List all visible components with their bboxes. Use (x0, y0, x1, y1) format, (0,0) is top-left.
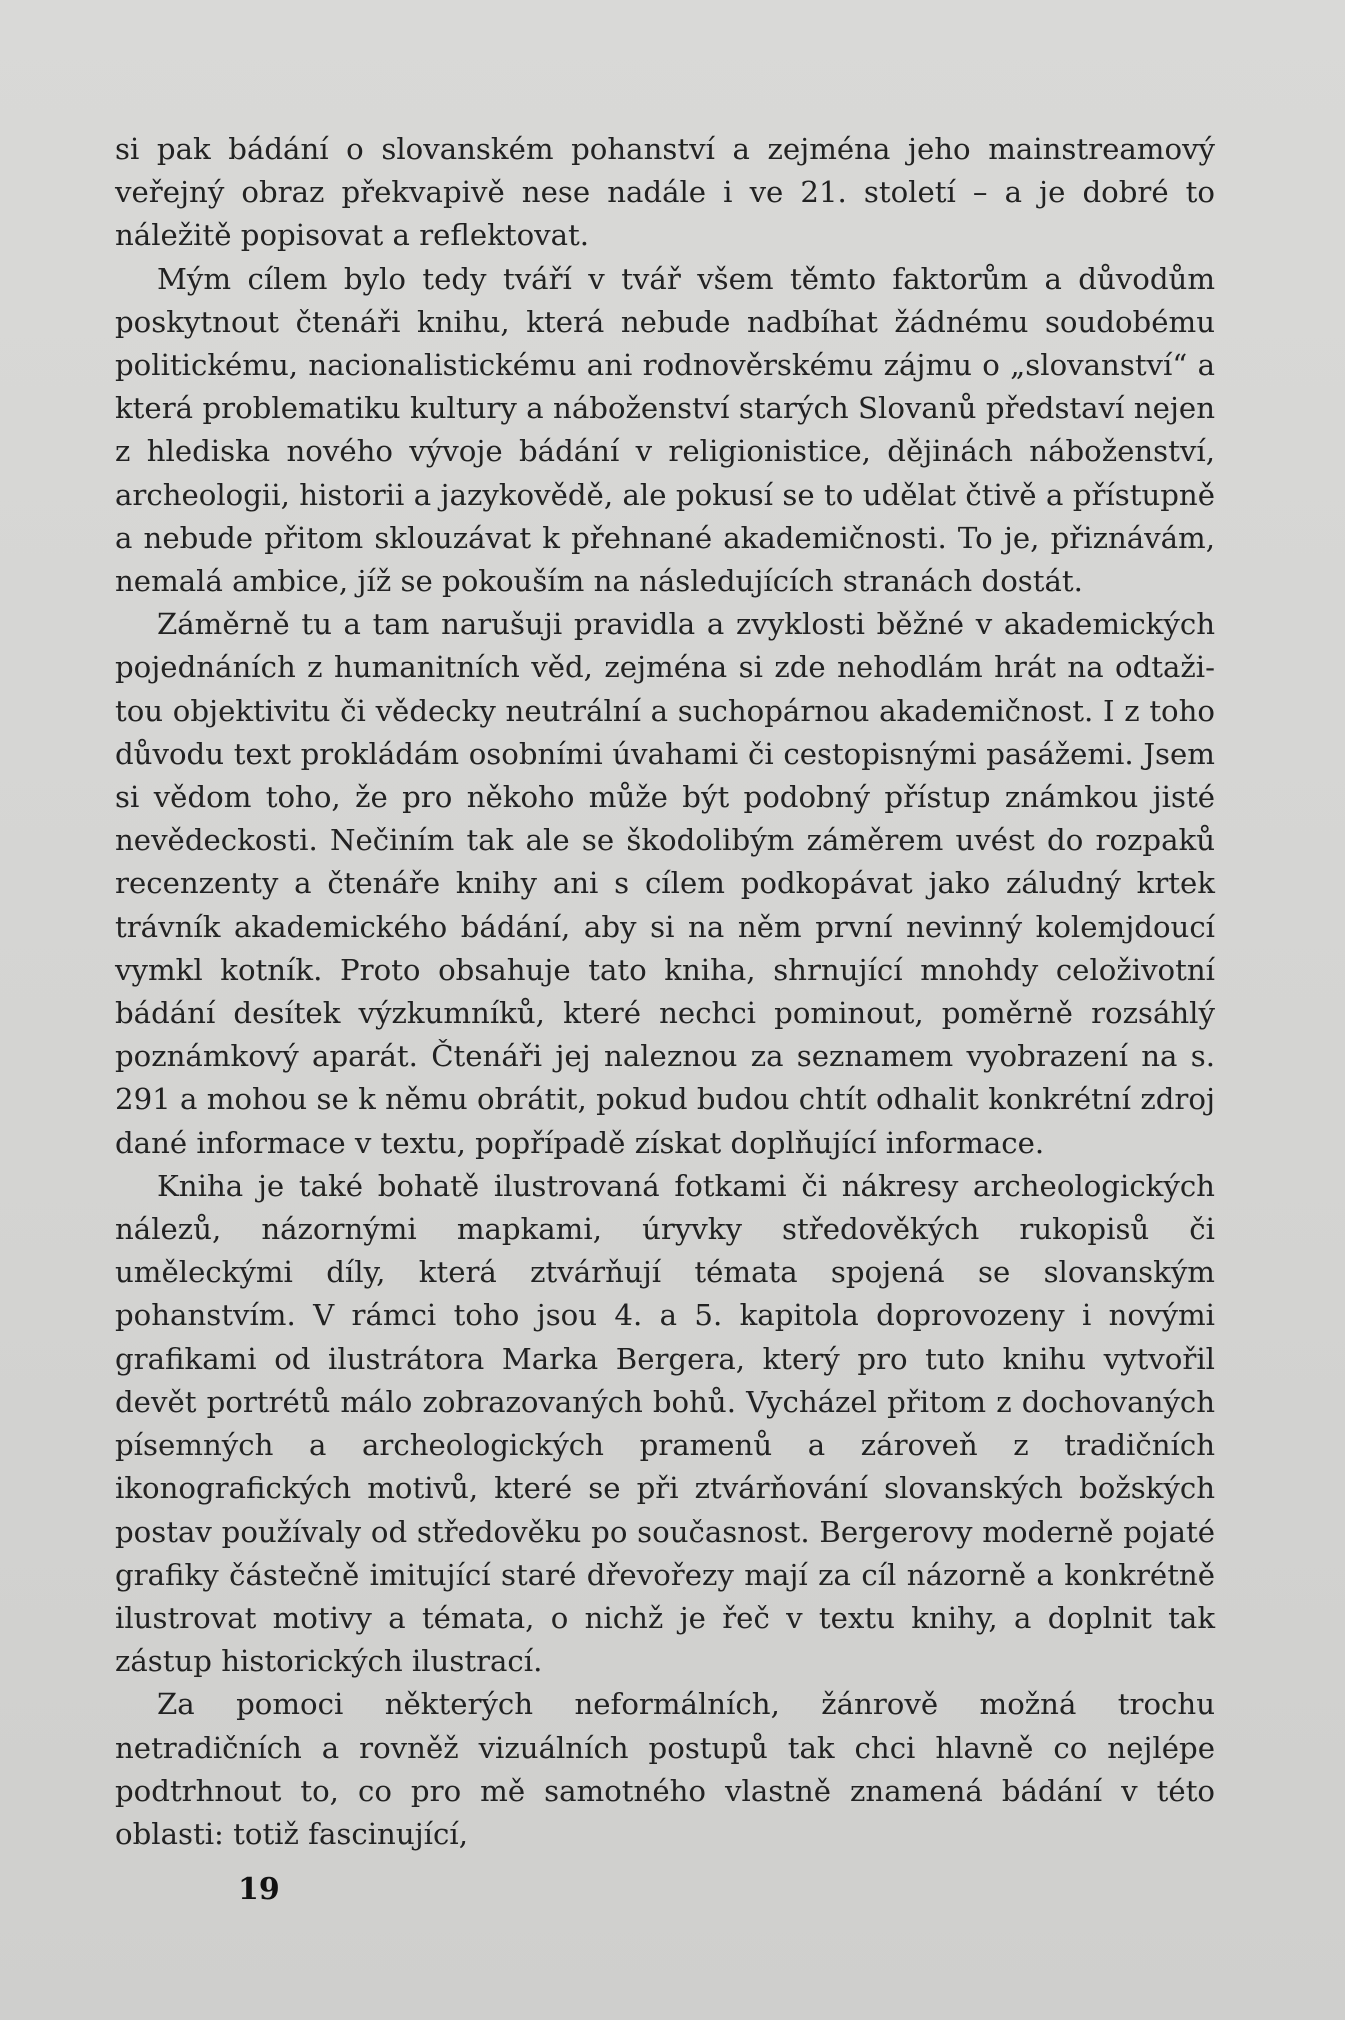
body-text (115, 128, 1215, 1856)
paragraph: Mým cílem bylo tedy tváří v tvář všem těmto faktorům a důvodům poskytnout čtenáři knihu, která nebude nadbíhat žádnému soudobému politickému, nacionalistickému ani rodnověrskému zájmu o „slovanství“ a která problematiku kultury a náboženství starých Slovanů představí nejen z hlediska nového vývoje bádání v religionistice, dějinách náboženství, archeologii, historii a jazykovědě, ale pokusí se to udělat čtivě a přístupně a nebude přitom sklouzávat k přehnané akademičnosti. To je, přiznávám, nemalá ambice, jíž se pokouším na následujících stranách dostát. (115, 261, 1215, 599)
paragraph: Záměrně tu a tam narušuji pravidla a zvyklosti běžné v akademických pojednáních z humanitních věd, zejména si zde nehodlám hrát na odtažitou objektivitu či vědecky neutrální a suchopárnou akademičnost. I z toho důvodu text prokládám osobními úvahami či cestopisnými pasážemi. Jsem si vědom toho, že pro někoho může být podobný přístup známkou jisté nevědeckosti. Nečiním tak ale se škodolibým záměrem uvést do rozpaků recenzenty a čtenáře knihy ani s cílem podkopávat jako záludný krtek trávník akademického bádání, aby si na něm první nevinný kolemjdoucí vymkl kotník. Proto obsahuje tato kniha, shrnující mnohdy celoživotní bádání desítek výzkumníků, které nechci pominout, poměrně rozsáhlý poznámkový aparát. Čtenáři jej naleznou za seznamem vyobrazení na s. 291 a mohou se k němu obrátit, pokud budou chtít odhalit konkrétní zdroj dané informace v textu, popřípadě získat doplňující informace. (115, 607, 1215, 1160)
paragraph: Za pomoci některých neformálních, žánrově možná trochu netradičních a rovněž vizuálních postupů tak chci hlavně co nejlépe podtrhnout to, co pro mě samotného vlastně znamená bádání v této oblasti: totiž fascinující, (115, 1687, 1215, 1851)
page-number: 19 (238, 1872, 280, 1907)
paragraph: Kniha je také bohatě ilustrovaná fotkami či nákresy archeologických nálezů, názornými mapkami, úryvky středověkých rukopisů či uměleckými díly, která ztvárňují témata spojená se slovanským pohanstvím. V rámci toho jsou 4. a 5. kapitola doprovozeny i novými grafikami od ilustrátora Marka Bergera, který pro tuto knihu vytvořil devět portrétů málo zobrazovaných bohů. Vycházel přitom z dochovaných písemných a archeologických pramenů a zároveň z tradičních ikonografických motivů, které se při ztvárňování slovanských božských postav používaly od středověku po současnost. Bergerovy moderně pojaté grafiky částečně imitující staré dřevořezy mají za cíl názorně a konkrétně ilustrovat motivy a témata, o nichž je řeč v textu knihy, a doplnit tak zástup historických ilustrací. (115, 1168, 1215, 1679)
paragraph-continuation: si pak bádání o slovanském pohanství a zejména jeho mainstreamový veřejný obraz překvapivě nese nadále i ve 21. století – a je dobré to náležitě popisovat a reflektovat. (115, 132, 1215, 253)
